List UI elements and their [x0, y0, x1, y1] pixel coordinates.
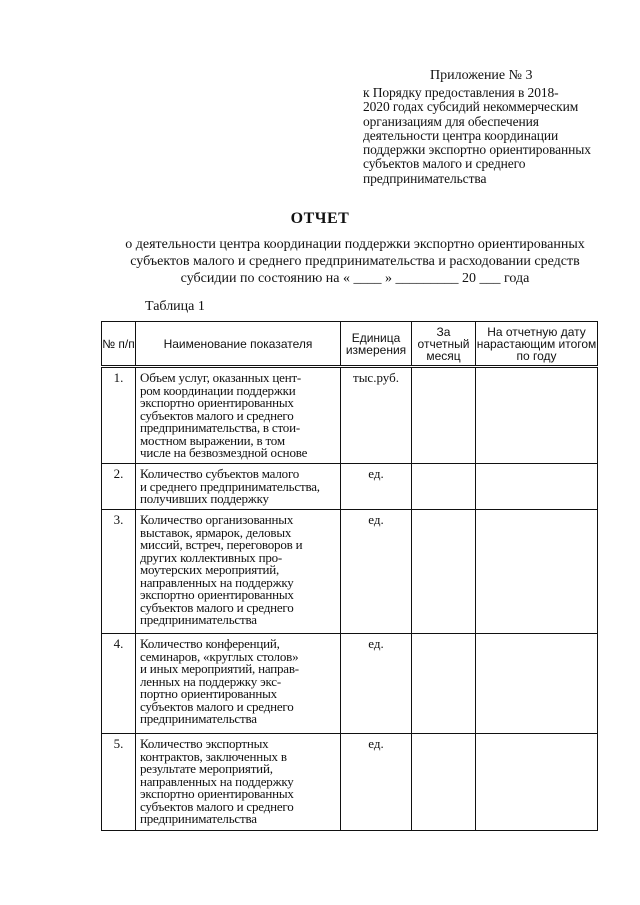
- report-title: ОТЧЕТ: [290, 210, 350, 227]
- report-subtitle-line: о деятельности центра координации поддержки экспортно ориентированных: [125, 237, 585, 252]
- row-cumulative-value: [476, 734, 598, 831]
- row-month-value: [412, 634, 476, 734]
- name-line: предпринимательства: [140, 711, 257, 726]
- name-line: Количество конференций,: [140, 636, 280, 651]
- row-unit: ед.: [341, 464, 412, 510]
- name-line: субъектов малого и среднего: [140, 698, 294, 714]
- row-number: 4.: [102, 634, 136, 734]
- name-line: миссий, встреч, переговоров и: [140, 537, 303, 552]
- row-cumulative-value: [476, 464, 598, 510]
- report-subtitle-line: субъектов малого и среднего предпринимательства и расходовании средств: [130, 254, 580, 269]
- name-line: и среднего предпринимательства,: [140, 478, 320, 494]
- name-line: ром координации поддержки: [140, 382, 296, 398]
- name-line: портно ориентированных: [140, 686, 277, 701]
- row-number: 2.: [102, 464, 136, 510]
- appendix-line: 2020 годах субсидий некоммерческим: [363, 99, 579, 115]
- header-month: За отчетный месяц: [412, 322, 476, 367]
- name-line: других коллективных про-: [140, 549, 283, 565]
- name-line: предпринимательства: [140, 612, 257, 627]
- name-line: Количество субъектов малого: [140, 466, 300, 481]
- name-line: экспортно ориентированных: [140, 786, 294, 801]
- row-unit: ед.: [341, 510, 412, 634]
- name-line: Количество организованных: [140, 512, 294, 527]
- appendix-line: субъектов малого и среднего: [363, 156, 526, 172]
- row-indicator-name: [136, 634, 341, 734]
- appendix-line: деятельности центра координации: [363, 127, 559, 143]
- row-indicator-name: [136, 464, 341, 510]
- row-unit: ед.: [341, 734, 412, 831]
- report-table: [101, 321, 598, 831]
- row-cumulative-value: [476, 634, 598, 734]
- name-line: выставок, ярмарок, деловых: [140, 524, 292, 540]
- appendix-line: поддержки экспортно ориентированных: [363, 142, 591, 158]
- name-line: экспортно ориентированных: [140, 395, 294, 410]
- table-row: [102, 634, 598, 734]
- row-number: 1.: [102, 367, 136, 464]
- appendix-line: организациям для обеспечения: [363, 113, 539, 129]
- name-line: субъектов малого и среднего: [140, 407, 294, 423]
- name-line: экспортно ориентированных: [140, 587, 294, 602]
- header-unit: Единица измерения: [341, 322, 412, 367]
- name-line: субъектов малого и среднего: [140, 798, 294, 814]
- name-line: получивших поддержку: [140, 491, 269, 506]
- name-line: результате мероприятий,: [140, 761, 273, 776]
- appendix-line: предпринимательства: [363, 170, 487, 186]
- name-line: предпринимательства, в стои-: [140, 420, 300, 435]
- name-line: контрактов, заключенных в: [140, 748, 287, 764]
- row-cumulative-value: [476, 367, 598, 464]
- appendix-line: к Порядку предоставления в 2018-: [363, 85, 559, 100]
- row-indicator-name: [136, 510, 341, 634]
- table-header-row: [102, 322, 598, 367]
- name-line: семинаров, «круглых столов»: [140, 648, 299, 664]
- appendix-reference: [363, 86, 591, 186]
- name-line: числе на безвозмездной основе: [140, 445, 308, 460]
- row-unit: тыс.руб.: [341, 367, 412, 464]
- report-subtitle: [90, 236, 620, 287]
- row-unit: ед.: [341, 634, 412, 734]
- report-subtitle-line: субсидии по состоянию на « ____ » _________ 20 ___ года: [180, 271, 530, 286]
- appendix-title: Приложение № 3: [430, 68, 533, 83]
- row-cumulative-value: [476, 510, 598, 634]
- name-line: Количество экспортных: [140, 736, 269, 751]
- name-line: моутерских мероприятий,: [140, 562, 280, 577]
- table-caption: Таблица 1: [145, 299, 205, 314]
- header-cumulative: На отчетную дату нарастающим итогом по году: [476, 322, 598, 367]
- table-row: [102, 367, 598, 464]
- row-indicator-name: [136, 734, 341, 831]
- table-row: [102, 734, 598, 831]
- row-indicator-name: [136, 367, 341, 464]
- name-line: мостном выражении, в том: [140, 432, 285, 448]
- row-number: 3.: [102, 510, 136, 634]
- header-num: № п/п: [102, 322, 136, 367]
- name-line: ленных на поддержку экс-: [140, 673, 281, 689]
- row-month-value: [412, 734, 476, 831]
- name-line: направленных на поддержку: [140, 773, 294, 789]
- table-row: [102, 510, 598, 634]
- row-month-value: [412, 464, 476, 510]
- name-line: субъектов малого и среднего: [140, 599, 294, 615]
- name-line: и иных мероприятий, направ-: [140, 661, 299, 676]
- name-line: Объем услуг, оказанных цент-: [140, 370, 302, 385]
- name-line: направленных на поддержку: [140, 574, 294, 590]
- row-month-value: [412, 367, 476, 464]
- table-row: [102, 464, 598, 510]
- name-line: предпринимательства: [140, 811, 257, 826]
- row-number: 5.: [102, 734, 136, 831]
- row-month-value: [412, 510, 476, 634]
- header-name: Наименование показателя: [136, 322, 341, 367]
